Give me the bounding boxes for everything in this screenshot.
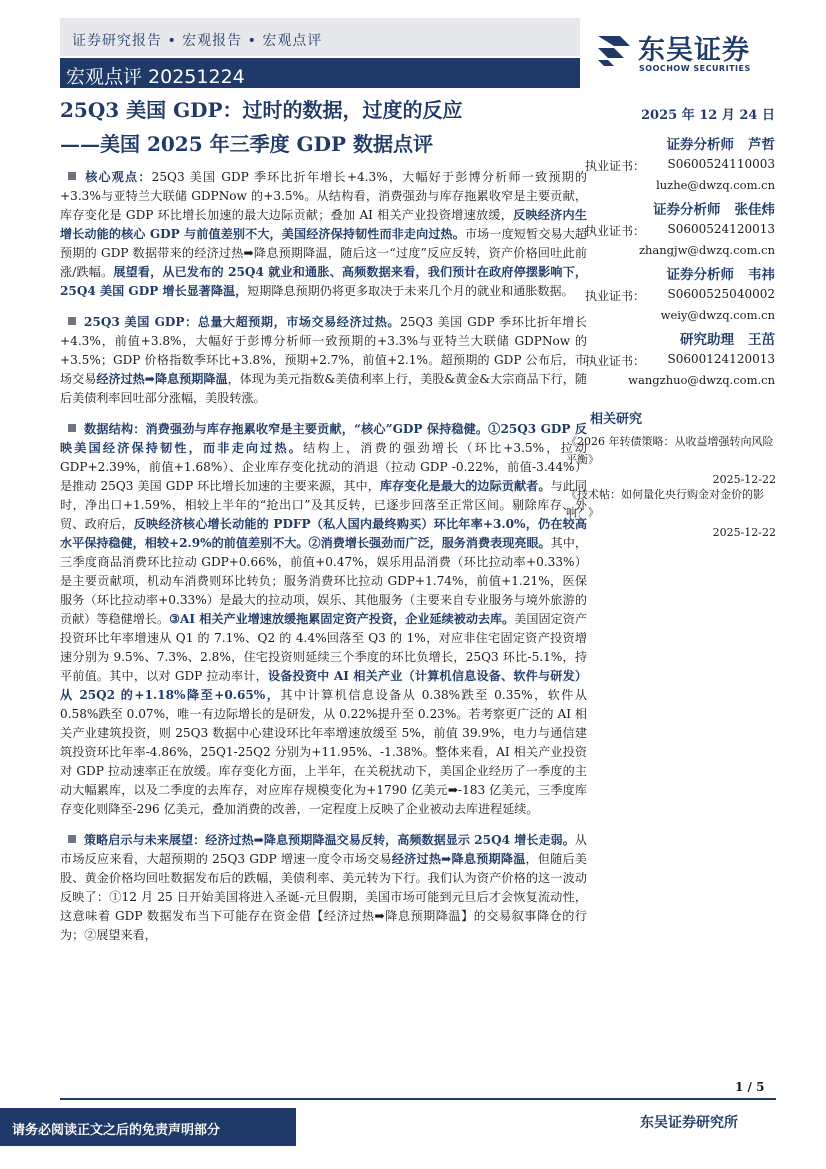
disclaimer-banner: 请务必阅读正文之后的免责声明部分 [0, 1108, 296, 1146]
report-title: 25Q3 美国 GDP：过时的数据，过度的反应 [60, 98, 463, 122]
body-text: ，但随后美股、黄金价格均回吐数据发布后的跌幅，美债利率、美元转为下行。我们认为资产价格的这一波动反映了：①12 月 25 日开始美国将进入圣诞-元旦假期，美国市场可能到元旦后才会恢复流动性，这意味着 GDP 数据发布当下可能存在资金借【经济过热➡降息预期降温】的交易叙事降仓的行为；②展望来看， [60, 852, 587, 942]
analyst-name: 芦哲 [748, 137, 775, 153]
related-heading: 相关研究 [590, 412, 643, 427]
emphasis-text: ③AI 相关产业增速放缓拖累固定资产投资，企业延续被动去库。 [169, 612, 515, 626]
paragraph-gdp-summary [60, 313, 587, 408]
footer-divider [60, 1098, 776, 1100]
emphasis-text: 展望看，从已发布的 25Q4 就业和通胀、高频数据来看，我们预计在政府停摆影响下，25Q4 美国 GDP 增长显著降温， [60, 265, 587, 298]
body-text: 与此同时，净出口+1.59%，相较上半年的“抢出口”及其反转，已逐步回落至正常区间。剔除库存、外贸、政府后， [60, 479, 587, 531]
sidebar [585, 104, 775, 393]
cert-number: S0600524120013 [667, 222, 775, 236]
paragraph-core-view [60, 168, 587, 301]
related-research [560, 408, 776, 539]
logo-text-cn: 东吴证券 [638, 35, 750, 66]
body-text: 25Q3 美国 GDP 季环比折年增长+4.3%，大幅好于彭博分析师一致预期的+3.3%与亚特兰大联储 GDPNow 的+3.5%。从结构看，消费强劲与库存拖累收窄是主要贡献，库存变化是 GDP 环比增长加速的最大边际贡献；叠加 AI 相关产业投资增速放缓， [60, 170, 587, 222]
body-text: 短期降息预期仍将更多取决于未来几个月的就业和通胀数据。 [247, 284, 574, 298]
bullet-square-icon [68, 317, 76, 325]
analyst-card [585, 263, 775, 322]
bullet-square-icon [68, 835, 76, 843]
body-text: 结构上，消费的强劲增长（环比+3.5%，拉动 GDP+2.39%，前值+1.68%）、企业库存变化扰动的消退（拉动 GDP -0.22%，前值-3.44%）是推动 25Q3 美国 GDP 环比增长加速的主要来源，其中， [60, 441, 587, 493]
analyst-email[interactable]: zhangjw@dwzq.com.cn [638, 243, 775, 257]
analyst-role: 研究助理 [680, 332, 734, 348]
publish-date: 2025 年 12 月 24 日 [641, 108, 775, 123]
emphasis-text: 经济过热➡降息预期降温 [391, 852, 526, 866]
cert-label: 执业证书： [585, 354, 646, 368]
soochow-logo-icon [594, 30, 634, 70]
emphasis-text: 25Q3 美国 GDP：总量大超预期，市场交易经济过热。 [84, 315, 401, 329]
analyst-role: 证券分析师 [666, 137, 734, 153]
analyst-role: 证券分析师 [666, 267, 734, 283]
body-text: ，体现为美元指数&美债利率上行，美股&黄金&大宗商品下行，随后美债利率回吐部分涨幅，美股转涨。 [60, 372, 587, 405]
related-item-date: 2025-12-22 [712, 473, 776, 486]
body-text: 市场一度短暂交易大超预期的 GDP 数据带来的经济过热➡降息预期降温，随后这一“过度”反应反转，资产价格回吐此前涨/跌幅。 [60, 227, 587, 279]
analyst-role: 证券分析师 [653, 202, 721, 218]
report-type-tag: 宏观点评 20251224 [60, 58, 580, 88]
analyst-card [585, 198, 775, 257]
analyst-email[interactable]: wangzhuo@dwzq.com.cn [628, 373, 775, 387]
body-text: 其中，三季度商品消费环比拉动 GDP+0.66%，前值+0.47%，娱乐用品消费（环比拉动率+0.33%）是主要贡献项，机动车消费则环比转负；服务消费环比拉动 GDP+1.74%，前值+1.21%，医保服务（环比拉动率+0.33%）是最大的拉动项，娱乐、其他服务（主要来自专业服务与境外旅游的贡献）等稳健增长。 [60, 536, 587, 626]
emphasis-text: 数据结构：消费强劲与库存拖累收窄是主要贡献，“核心”GDP 保持稳健。①25Q3 GDP 反映美国经济保持韧性，而非走向过热。 [60, 422, 587, 455]
emphasis-text: 库存变化是最大的边际贡献者。 [379, 479, 551, 493]
emphasis-text: 策略启示与未来展望：经济过热➡降息预期降温交易反转，高频数据显示 25Q4 增长走弱。 [84, 833, 575, 847]
report-subtitle: ——美国 2025 年三季度 GDP 数据点评 [60, 132, 433, 156]
analyst-email[interactable]: luzhe@dwzq.com.cn [656, 178, 775, 192]
body-text: 其中计算机信息设备从 0.38%跌至 0.35%，软件从 0.58%跌至 0.07%，唯一有边际增长的是研发，从 0.22%提升至 0.23%。若考察更广泛的 AI 相关产业建筑投资，则 25Q3 数据中心建设环比年率增速放缓至 5%，前值 39.9%，电力与通信建筑投资环比年率-4.86%，25Q1-25Q2 分别为+11.95%、-1.38%。整体来看，AI 相关产业投资对 GDP 拉动速率正在放缓。库存变化方面，上半年，在关税扰动下，美国企业经历了一季度的主动大幅累库，以及二季度的去库存，对应库存规模变化为+1790 亿美元➡-183 亿美元，三季度库存变化则降至-296 亿美元，叠加消费的改善，一定程度上反映了企业被动去库进程延续。 [60, 688, 587, 816]
emphasis-text: 经济过热➡降息预期降温 [96, 372, 228, 386]
logo-text-en: SOOCHOW SECURITIES [639, 64, 751, 73]
page-number: 1 / 5 [735, 1080, 765, 1094]
paragraph-data-structure [60, 420, 587, 819]
cert-number: S0600524110003 [667, 157, 775, 171]
cert-label: 执业证书： [585, 224, 646, 238]
company-logo [594, 30, 774, 76]
emphasis-text: 反映经济内生增长动能的核心 GDP 与前值差别不大，美国经济保持韧性而非走向过热。 [60, 208, 587, 241]
body-text: 从市场反应来看，大超预期的 25Q3 GDP 增速一度令市场交易 [60, 833, 587, 866]
related-item-title[interactable]: 《2026 年转债策略：从收益增强转向风险平衡》 [566, 435, 774, 466]
report-breadcrumb: 证券研究报告 • 宏观报告 • 宏观点评 [60, 18, 580, 56]
related-item-date: 2025-12-22 [712, 526, 776, 539]
emphasis-text: 核心观点： [84, 170, 152, 184]
analyst-card [585, 133, 775, 192]
bullet-square-icon [68, 424, 76, 432]
related-item-title[interactable]: 《技术帖：如何量化央行购金对金价的影响？》 [566, 488, 764, 519]
analyst-name: 王茁 [748, 332, 775, 348]
cert-number: S0600525040002 [667, 287, 775, 301]
cert-label: 执业证书： [585, 289, 646, 303]
institute-name: 东吴证券研究所 [640, 1115, 738, 1131]
main-body [60, 168, 587, 957]
analyst-name: 张佳炜 [734, 202, 775, 218]
cert-label: 执业证书： [585, 159, 646, 173]
emphasis-text: 设备投资中 AI 相关产业（计算机信息设备、软件与研发）从 25Q2 的+1.18%降至+0.65%， [60, 669, 588, 702]
bullet-square-icon [68, 172, 76, 180]
body-text: 25Q3 美国 GDP 季环比折年增长+4.3%，前值+3.8%，大幅好于彭博分析师一致预期的+3.3%与亚特兰大联储 GDPNow 的+3.5%；GDP 价格指数季环比+3.8%，预期+2.7%，前值+2.1%。超预期的 GDP 公布后，市场交易 [60, 315, 587, 386]
emphasis-text: 反映经济核心增长动能的 PDFP（私人国内最终购买）环比年率+3.0%，仍在较高水平保持稳健，相较+2.9%的前值差别不大。②消费增长强劲而广泛，服务消费表现亮眼。 [60, 517, 587, 550]
analyst-card [585, 328, 775, 387]
body-text: 美国固定资产投资环比年率增速从 Q1 的 7.1%、Q2 的 4.4%回落至 Q3 的 1%，对应非住宅固定资产投资增速分别为 9.5%、7.3%、2.8%，住宅投资则延续三个季度的环比负增长，25Q3 环比-5.1%，持平前值。其中，以对 GDP 拉动率计， [60, 612, 587, 683]
analyst-email[interactable]: weiy@dwzq.com.cn [660, 308, 775, 322]
cert-number: S0600124120013 [667, 352, 775, 366]
paragraph-strategy-outlook [60, 831, 587, 945]
analyst-name: 韦祎 [748, 267, 775, 283]
